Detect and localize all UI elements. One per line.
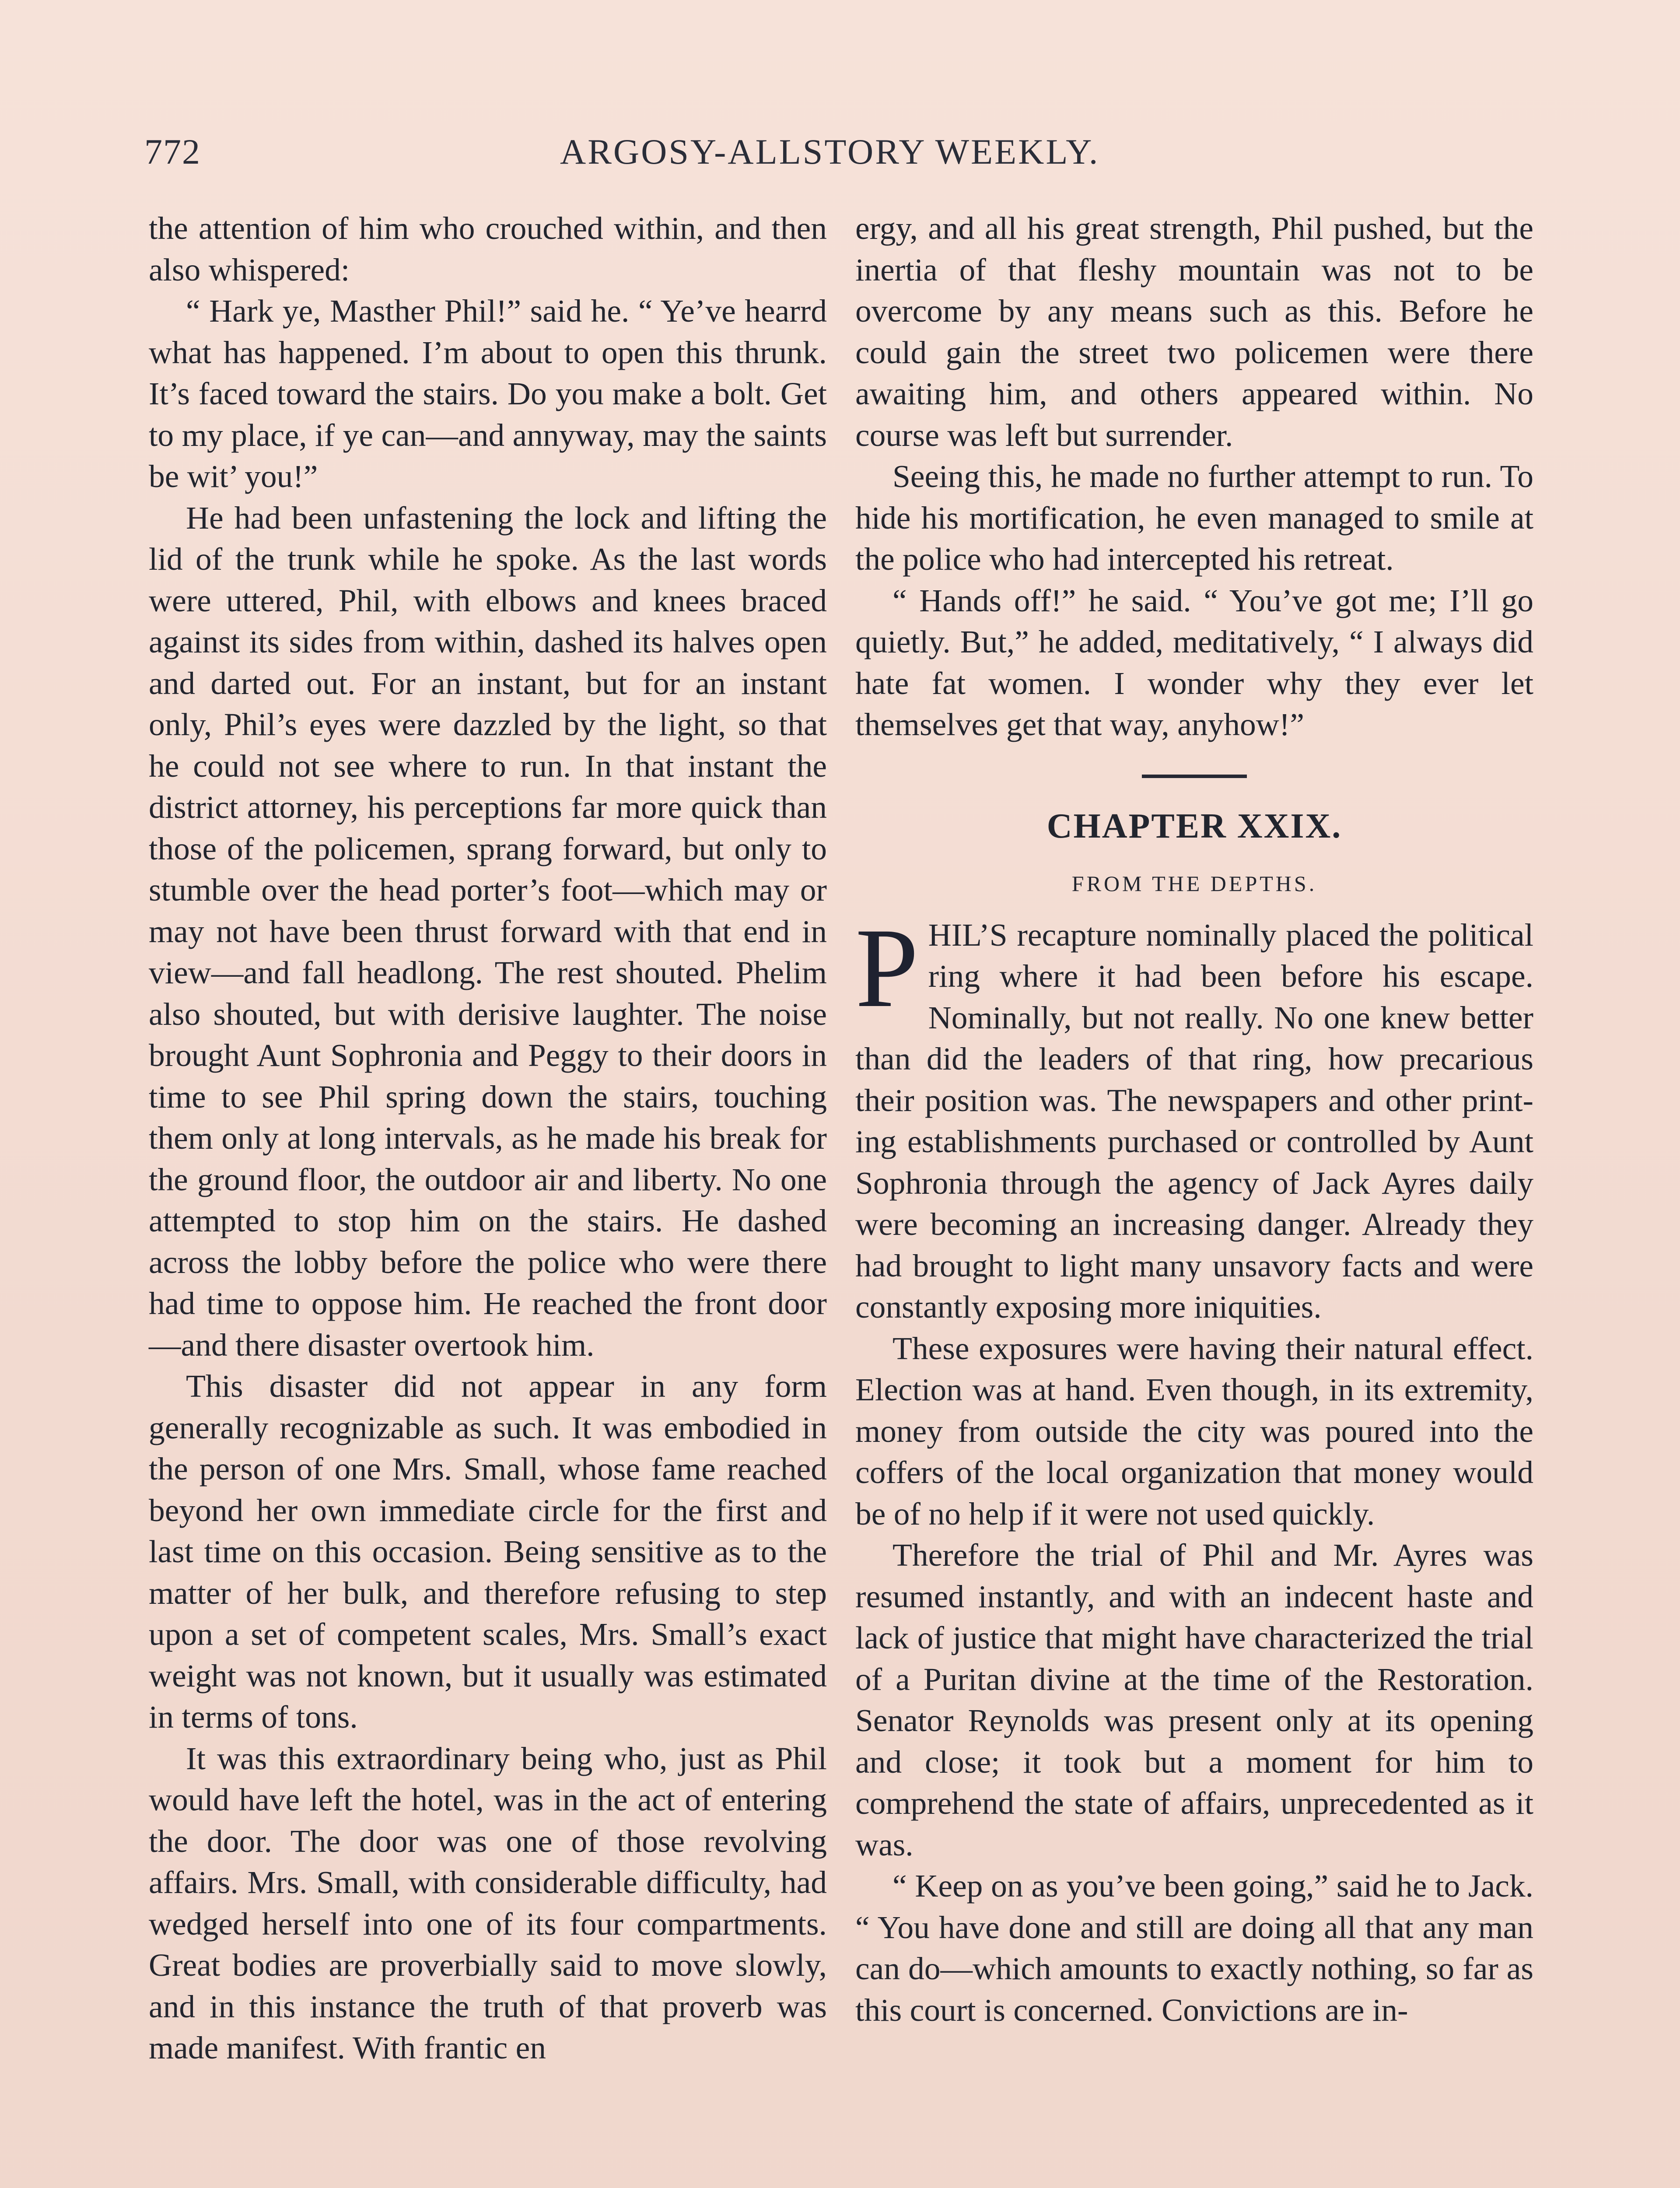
paragraph: Seeing this, he made no further attempt to run. To hide his mortification, he even managed to smile at the police who had intercepted his retreat.	[855, 459, 1533, 577]
paragraph: “ Hands off!” he said. “ You’ve got me; I’ll go quietly. But,” he added, meditatively, “ I always did hate fat women. I wonder why they ever let themselves get that way, anyhow!”	[855, 582, 1533, 742]
paragraph: ergy, and all his great strength, Phil pushed, but the inertia of that fleshy mountain was not to be overcome by any means such as this. Before he could gain the street two policemen were there awaiting him, and others appeared within. No course was left but surrender.	[855, 210, 1533, 453]
paragraph: It was this extraordinary being who, just as Phil would have left the hotel, was in the act of entering the door. The door was one of those revolving affairs. Mrs. Small, with considerable difficulty, had wedged herself into one of its four compartments. Great bodies are proverbially said to move slowly, and in this instance the truth of that proverb was made manifest. With frantic en	[149, 1740, 827, 2065]
paragraph: “ Hark ye, Masther Phil!” said he. “ Ye’ve hearrd what has happened. I’m about to open this thrunk. It’s faced toward the stairs. Do you make a bolt. Get to my place, if ye can—and annyway, may the saints be wit’ you!”	[149, 293, 827, 494]
chapter-subtitle: FROM THE DEPTHS.	[1071, 871, 1317, 896]
chapter-opening-paragraph	[855, 905, 1533, 1328]
running-head: ARGOSY-ALLSTORY WEEKLY.	[560, 132, 1100, 172]
right-column	[855, 208, 1533, 2031]
paragraph: He had been unfastening the lock and lifting the lid of the trunk while he spoke. As the last words were uttered, Phil, with elbows and knees braced against its sides from within, dashed its halves open and darted out. For an instant, but for an instant only, Phil’s eyes were dazzled by the light, so that he could not see where to run. In that instant the district attorney, his perceptions far more quick than those of the policemen, sprang forward, but only to stumble over the head porter’s foot—which may or may not have been thrust forward with that end in view—and fall headlong. The rest shouted. Phelim also shouted, but with derisive laughter. The noise brought Aunt Sophronia and Peggy to their doors in time to see Phil spring down the stairs, touching them only at long intervals, as he made his break for the ground floor, the outdoor air and liberty. No one attempted to stop him on the stairs. He dashed across the lobby before the police who were there had time to oppose him. He reached the front door—and there disaster overtook him.	[149, 500, 827, 1363]
page-header	[144, 131, 1536, 184]
paragraph: These exposures were having their natural effect. Election was at hand. Even though, in its extremity, money from outside the city was poured into the coffers of the local organization that money would be of no help if it were not used quickly.	[855, 1330, 1533, 1532]
drop-cap: P	[855, 905, 919, 1031]
paragraph: Therefore the trial of Phil and Mr. Ayres was resumed instantly, and with an indecent haste and lack of justice that might have characterized the trial of a Puritan divine at the time of the Restoration. Senator Reynolds was present only at its opening and close; it took but a moment for him to comprehend the state of affairs, unprecedented as it was.	[855, 1537, 1533, 1862]
paragraph: “ Keep on as you’ve been going,” said he to Jack. “ You have done and still are doing all that any man can do—which amounts to exactly nothing, so far as this court is concerned. Convictions are in-	[855, 1868, 1533, 2028]
page-number: 772	[144, 132, 201, 172]
paragraph: This disaster did not appear in any form generally recognizable as such. It was embodied in the person of one Mrs. Small, whose fame reached beyond her own immediate circle for the first and last time on this occasion. Being sensitive as to the matter of her bulk, and therefore refusing to step upon a set of competent scales, Mrs. Small’s exact weight was not known, but it usually was estimated in terms of tons.	[149, 1368, 827, 1735]
opening-text: HIL’S recapture nominally placed the political ring where it had been before his escape. Nominally, but not really. No one knew better than did the leaders of that ring, how precarious their position was. The newspapers and other printing establishments purchased or controlled by Aunt Sophronia through the agency of Jack Ayres daily were becoming an increasing danger. Already they had brought to light many unsavory facts and were constantly exposing more iniquities.	[855, 917, 1533, 1325]
chapter-title: CHAPTER XXIX.	[1046, 806, 1342, 845]
paragraph: the attention of him who crouched within, and then also whispered:	[149, 210, 827, 288]
section-divider	[1142, 775, 1247, 778]
left-column	[149, 208, 827, 2069]
